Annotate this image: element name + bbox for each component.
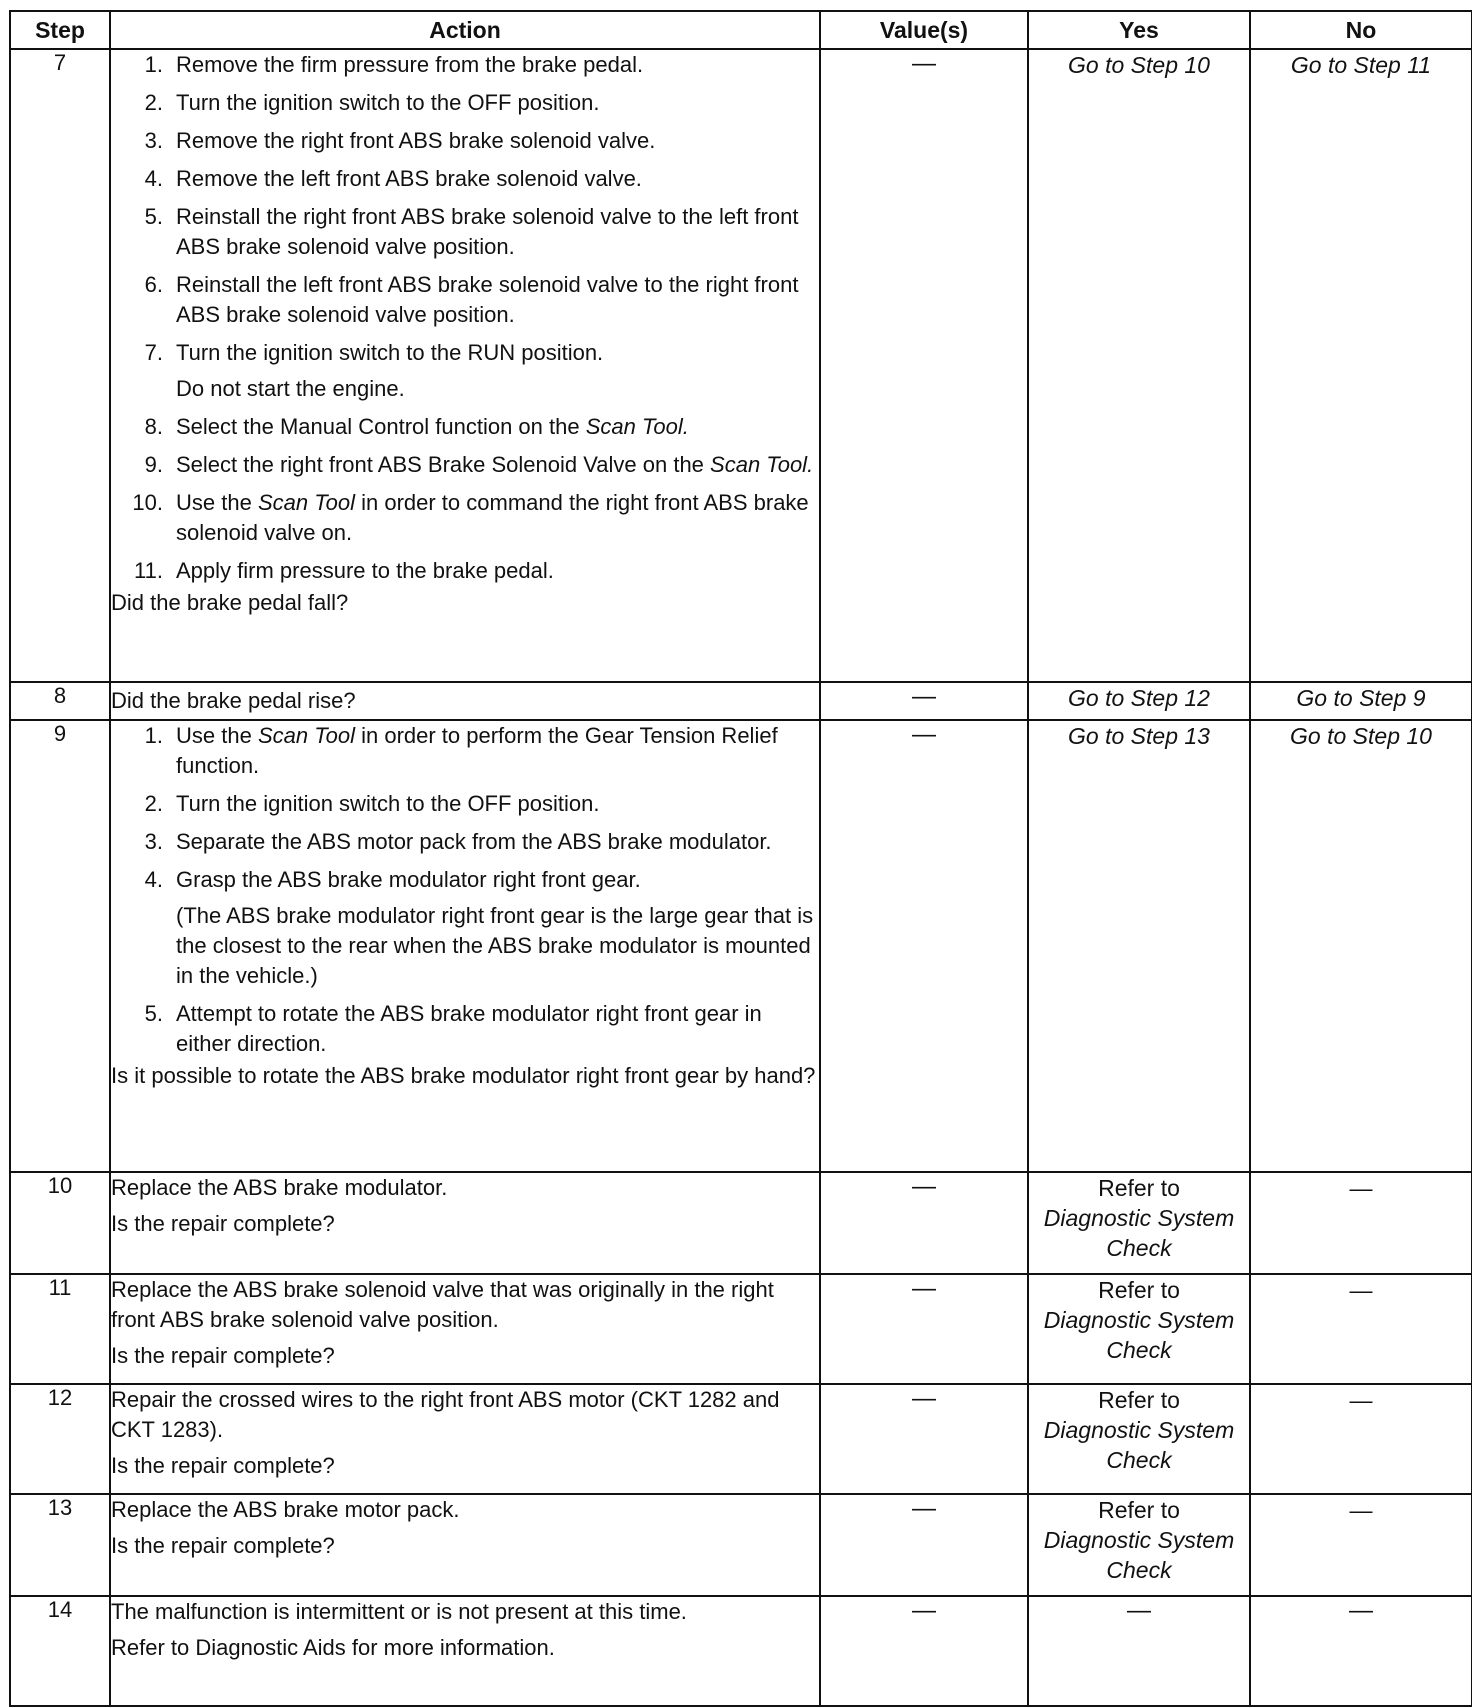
no-cell: — [1250,1172,1472,1274]
yes-cell: Go to Step 12 [1028,682,1250,720]
header-row [10,11,1472,49]
action-question: Did the brake pedal fall? [111,590,349,615]
action-question: Is the repair complete? [111,1453,335,1478]
value-cell: — [820,49,1028,682]
diagnostic-table [9,10,1472,1707]
table-row-step-7 [10,49,1472,682]
list-item: 1. Use the Scan Tool in order to perform the Gear Tension Relief function. [144,723,778,778]
header-action: Action [110,11,820,49]
table-row-step-12 [10,1384,1472,1494]
action-cell [110,1274,820,1384]
no-cell: — [1250,1596,1472,1706]
list-item: 5. Reinstall the right front ABS brake solenoid valve to the left front ABS brake solenoid valve position. [144,204,799,259]
step-number: 8 [10,682,110,720]
action-text: The malfunction is intermittent or is not present at this time. [111,1599,687,1624]
no-cell: Go to Step 10 [1250,720,1472,1172]
list-item: 3. Remove the right front ABS brake solenoid valve. [144,128,656,153]
action-note: Refer to Diagnostic Aids for more information. [111,1635,555,1660]
value-cell: — [820,720,1028,1172]
step-number: 11 [10,1274,110,1384]
list-item: 3. Separate the ABS motor pack from the ABS brake modulator. [144,829,772,854]
list-item: 2. Turn the ignition switch to the OFF position. [144,791,600,816]
table-row-step-10 [10,1172,1472,1274]
header-yes: Yes [1028,11,1250,49]
table-row-step-13 [10,1494,1472,1596]
value-cell: — [820,1596,1028,1706]
yes-cell: Refer to Diagnostic System Check [1028,1172,1250,1274]
action-text: Replace the ABS brake modulator. [111,1175,448,1200]
list-item: 5. Attempt to rotate the ABS brake modulator right front gear in either direction. [144,1001,762,1056]
step-number: 12 [10,1384,110,1494]
no-cell: Go to Step 11 [1250,49,1472,682]
list-item: 8. Select the Manual Control function on the Scan Tool. [144,414,689,439]
action-cell [110,1384,820,1494]
step-number: 7 [10,49,110,682]
action-question: Is the repair complete? [111,1211,335,1236]
list-item: 6. Reinstall the left front ABS brake solenoid valve to the right front ABS brake solenoid valve position. [144,272,799,327]
table-row-step-8 [10,682,1472,720]
step-number: 10 [10,1172,110,1274]
step-number: 9 [10,720,110,1172]
list-item: 1. Remove the firm pressure from the brake pedal. [144,52,644,77]
step-number: 13 [10,1494,110,1596]
no-cell: Go to Step 9 [1250,682,1472,720]
no-cell: — [1250,1274,1472,1384]
action-question: Is the repair complete? [111,1533,335,1558]
step-number: 14 [10,1596,110,1706]
action-question: Is it possible to rotate the ABS brake modulator right front gear by hand? [111,1063,816,1088]
yes-cell: Go to Step 10 [1028,49,1250,682]
yes-cell: Refer to Diagnostic System Check [1028,1384,1250,1494]
value-cell: — [820,1384,1028,1494]
list-item: 2. Turn the ignition switch to the OFF position. [144,90,600,115]
value-cell: — [820,1172,1028,1274]
header-values: Value(s) [820,11,1028,49]
yes-cell: Refer to Diagnostic System Check [1028,1494,1250,1596]
yes-cell: Refer to Diagnostic System Check [1028,1274,1250,1384]
action-cell [110,1596,820,1706]
list-item: 9. Select the right front ABS Brake Solenoid Valve on the Scan Tool. [144,452,814,477]
action-text: Replace the ABS brake motor pack. [111,1497,460,1522]
list-item: 11. Apply firm pressure to the brake pedal. [134,558,554,583]
action-cell [110,49,820,682]
table-row-step-14 [10,1596,1472,1706]
action-question: Did the brake pedal rise? [110,682,820,720]
action-text: Repair the crossed wires to the right front ABS motor (CKT 1282 and CKT 1283). [111,1387,780,1442]
header-step: Step [10,11,110,49]
header-no: No [1250,11,1472,49]
list-item: 10. Use the Scan Tool in order to command the right front ABS brake solenoid valve on. [132,490,809,545]
value-cell: — [820,1494,1028,1596]
value-cell: — [820,1274,1028,1384]
list-item: 4. Remove the left front ABS brake solenoid valve. [144,166,642,191]
action-list [111,50,819,586]
list-item: 4. Grasp the ABS brake modulator right front gear. (The ABS brake modulator right front gear is the large gear that is the closest to the rear when the ABS brake modulator is mounted in the vehicle.) [144,867,814,988]
table-row-step-11 [10,1274,1472,1384]
no-cell: — [1250,1384,1472,1494]
yes-cell: Go to Step 13 [1028,720,1250,1172]
value-cell: — [820,682,1028,720]
action-list [111,721,819,1059]
yes-cell: — [1028,1596,1250,1706]
no-cell: — [1250,1494,1472,1596]
action-cell [110,1494,820,1596]
list-item: 7. Turn the ignition switch to the RUN position. Do not start the engine. [144,340,604,401]
table-row-step-9 [10,720,1472,1172]
action-text: Replace the ABS brake solenoid valve that was originally in the right front ABS brake solenoid valve position. [111,1277,774,1332]
action-question: Is the repair complete? [111,1343,335,1368]
action-cell [110,1172,820,1274]
action-cell [110,720,820,1172]
